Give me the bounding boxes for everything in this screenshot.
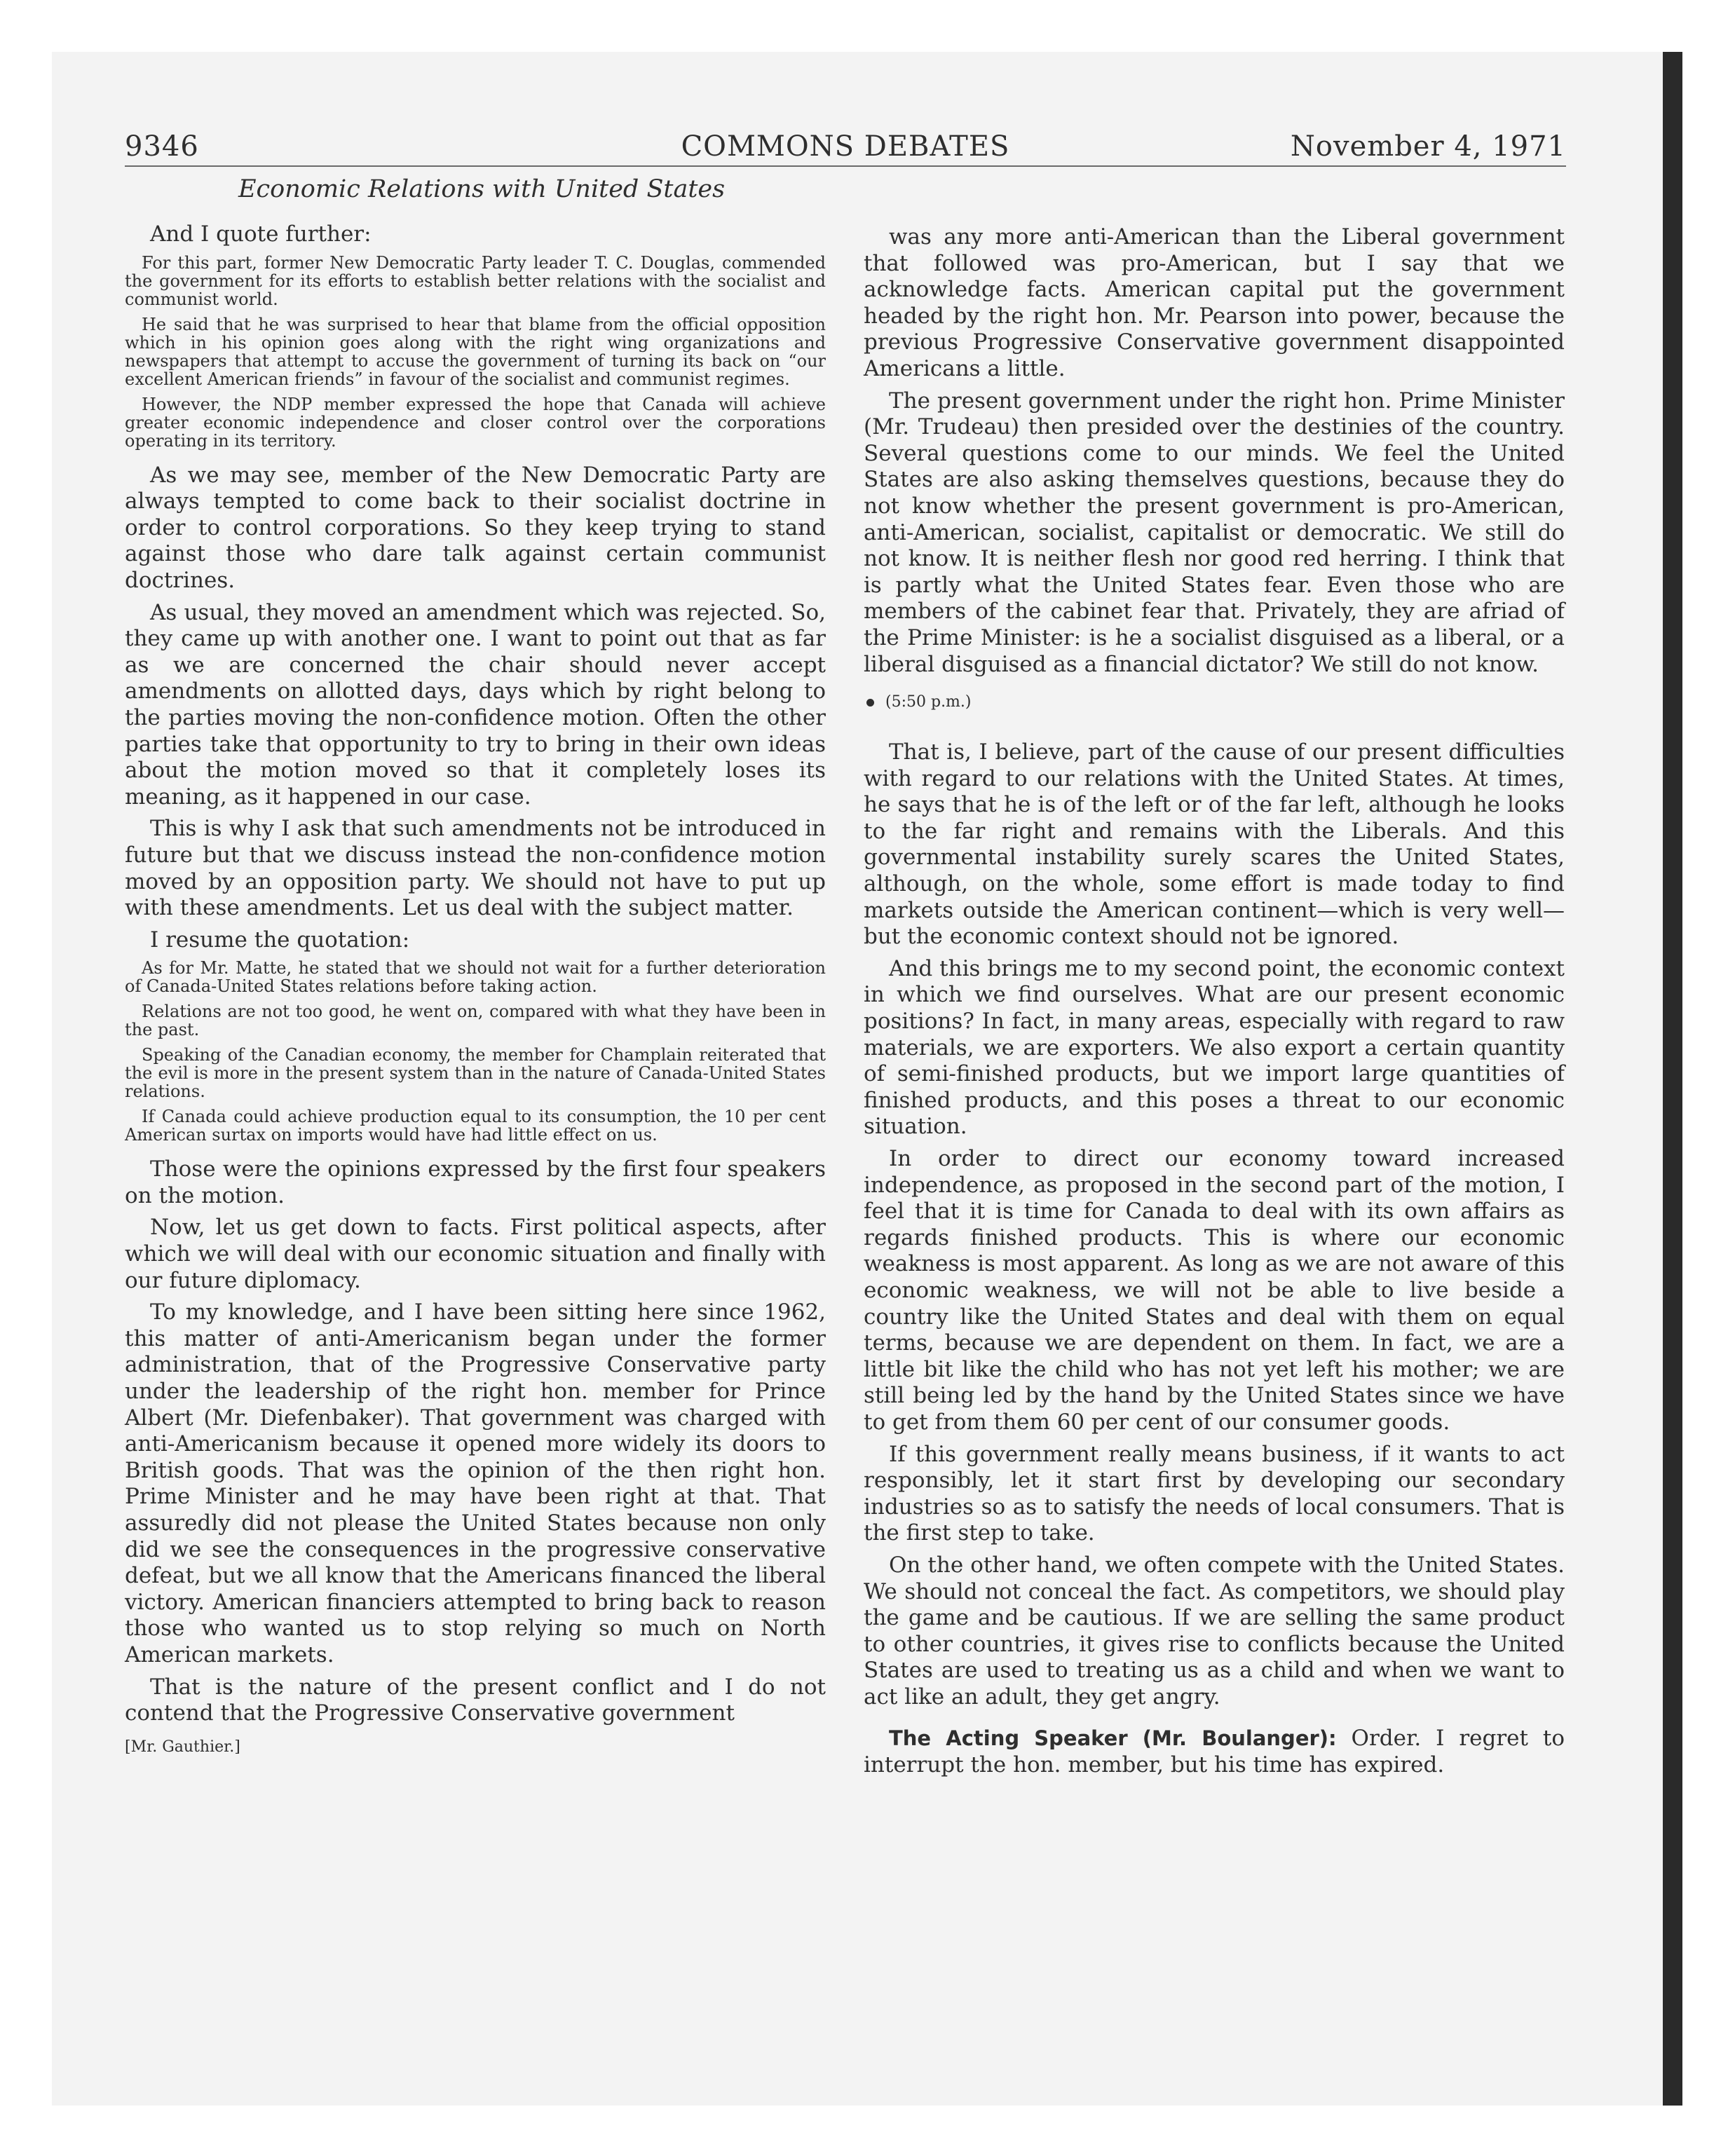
bullet-icon bbox=[866, 699, 874, 707]
time-stamp bbox=[864, 692, 1565, 713]
paragraph: As usual, they moved an amendment which was rejected. So, they came up with another one. I want to point out that as far as we are concerned the chair should never accept amendments on allotted days, days which by right belong to the parties moving the non-confidence motion. Often the other parties take that opportunity to try to bring in their own ideas about the motion moved so that it completely loses its meaning, as it happened in our case. bbox=[125, 599, 826, 810]
paragraph: And this brings me to my second point, the economic context in which we find ourselves. What are our present economic positions? In fact, in many areas, especially with regard to raw materials, we are exporters. We also export a certain quantity of semi-finished products, but we import large quantities of finished products, and this poses a threat to our economic situation. bbox=[864, 955, 1565, 1140]
paragraph: Now, let us get down to facts. First political aspects, after which we will deal with our economic situation and finally with our future diplomacy. bbox=[125, 1215, 826, 1293]
quoted-paragraph: If Canada could achieve production equal to its consumption, the 10 per cent American surtax on imports would have had little effect on us. bbox=[125, 1107, 826, 1145]
speaker-name: The Acting Speaker (Mr. Boulanger): bbox=[889, 1726, 1337, 1751]
header-rule bbox=[125, 165, 1566, 167]
paragraph: That is the nature of the present conflict and I do not contend that the Progressive Conservative government bbox=[125, 1674, 826, 1726]
paragraph: The present government under the right hon. Prime Minister (Mr. Trudeau) then presided over the destinies of the country. Several questions come to our minds. We feel the United States are also asking themselves questions, because they do not know whether the present government is pro-American, anti-American, socialist, capitalist or democratic. We still do not know. It is neither flesh nor good red herring. I think that is partly what the United States fear. Even those who are members of the cabinet fear that. Privately, they are afriad of the Prime Minister: is he a socialist disguised as a liberal, or a liberal disguised as a financial dictator? We still do not know. bbox=[864, 388, 1565, 677]
paragraph: To my knowledge, and I have been sitting here since 1962, this matter of anti-Americanism began under the former administration, that of the Progressive Conservative party under the leadership of the right hon. member for Prince Albert (Mr. Diefenbaker). That government was charged with anti-Americanism because it opened more widely its doors to British goods. That was the opinion of the then right hon. Prime Minister and he may have been right at that. That assuredly did not please the United States because non only did we see the consequences in the progressive conservative defeat, but we all know that the Americans financed the liberal victory. American financiers attempted to bring back to reason those who wanted us to stop relying so much on North American markets. bbox=[125, 1299, 826, 1667]
left-column bbox=[125, 221, 826, 1758]
right-column bbox=[864, 224, 1565, 1779]
quoted-paragraph: Relations are not too good, he went on, compared with what they have been in the past. bbox=[125, 1002, 826, 1040]
paragraph: I resume the quotation: bbox=[150, 927, 410, 953]
quoted-paragraph: Speaking of the Canadian economy, the member for Champlain reiterated that the evil is more in the present system than in the nature of Canada-United States relations. bbox=[125, 1045, 826, 1102]
page-date: November 4, 1971 bbox=[1290, 130, 1566, 163]
speaker-paragraph bbox=[864, 1726, 1565, 1778]
paragraph: That is, I believe, part of the cause of our present difficulties with regard to our relations with the United States. At times, he says that he is of the left or of the far left, although he looks to the far right and remains with the Liberals. And this governmental instability surely scares the United States, although, on the whole, some effort is made today to find markets outside the American continent—which is very well—but the economic context should not be ignored. bbox=[864, 739, 1565, 950]
speaker-attribution: [Mr. Gauthier.] bbox=[125, 1738, 240, 1756]
paragraph: And I quote further: bbox=[150, 221, 372, 247]
quoted-paragraph: However, the NDP member expressed the hope that Canada will achieve greater economic independence and closer control over the corporations operating in its territory. bbox=[125, 394, 826, 451]
paragraph: was any more anti-American than the Liberal government that followed was pro-American, but I say that we acknowledge facts. American capital put the government headed by the right hon. Mr. Pearson into power, because the previous Progressive Conservative government disappointed Americans a little. bbox=[864, 224, 1565, 381]
running-head: Economic Relations with United States bbox=[238, 175, 726, 203]
time-stamp-text: (5:50 p.m.) bbox=[885, 693, 972, 711]
publication-title: COMMONS DEBATES bbox=[681, 130, 1010, 163]
paragraph: Those were the opinions expressed by the first four speakers on the motion. bbox=[125, 1157, 826, 1208]
paragraph: In order to direct our economy toward increased independence, as proposed in the second part of the motion, I feel that it is time for Canada to deal with its own affairs as regards finished products. This is where our economic weakness is most apparent. As long as we are not aware of this economic weakness, we will not be able to live beside a country like the United States and deal with them on equal terms, because we are dependent on them. In fact, we are a little bit like the child who has not yet left his mother; we are still being led by the hand by the United States since we have to get from them 60 per cent of our consumer goods. bbox=[864, 1146, 1565, 1435]
quoted-paragraph: As for Mr. Matte, he stated that we should not wait for a further deterioration of Canada-United States relations before taking action. bbox=[125, 958, 826, 997]
page-number: 9346 bbox=[125, 130, 199, 163]
quoted-paragraph: He said that he was surprised to hear that blame from the official opposition which in his opinion goes along with the right wing organizations and newspapers that attempt to accuse the government of turning its back on “our excellent American friends” in favour of the socialist and communist regimes. bbox=[125, 314, 826, 389]
scan-edge-shadow bbox=[1663, 52, 1682, 2106]
page-header bbox=[125, 130, 1566, 168]
paragraph: As we may see, member of the New Democratic Party are always tempted to come back to their socialist doctrine in order to control corporations. So they keep trying to stand against those who dare talk against certain communist doctrines. bbox=[125, 462, 826, 593]
paragraph: If this government really means business, if it wants to act responsibly, let it start first by developing our secondary industries so as to satisfy the needs of local consumers. That is the first step to take. bbox=[864, 1441, 1565, 1546]
paragraph: On the other hand, we often compete with the United States. We should not conceal the fact. As competitors, we should play the game and be cautious. If we are selling the same product to other countries, it gives rise to conflicts because the United States are used to treating us as a child and when we want to act like an adult, they get angry. bbox=[864, 1552, 1565, 1710]
paragraph: This is why I ask that such amendments not be introduced in future but that we discuss instead the non-confidence motion moved by an opposition party. We should not have to put up with these amendments. Let us deal with the subject matter. bbox=[125, 816, 826, 921]
quoted-paragraph: For this part, former New Democratic Party leader T. C. Douglas, commended the government for its efforts to establish better relations with the socialist and communist world. bbox=[125, 252, 826, 309]
speaker-text: Order. I regret to interrupt the hon. member, but his time has expired. bbox=[864, 1726, 1565, 1778]
